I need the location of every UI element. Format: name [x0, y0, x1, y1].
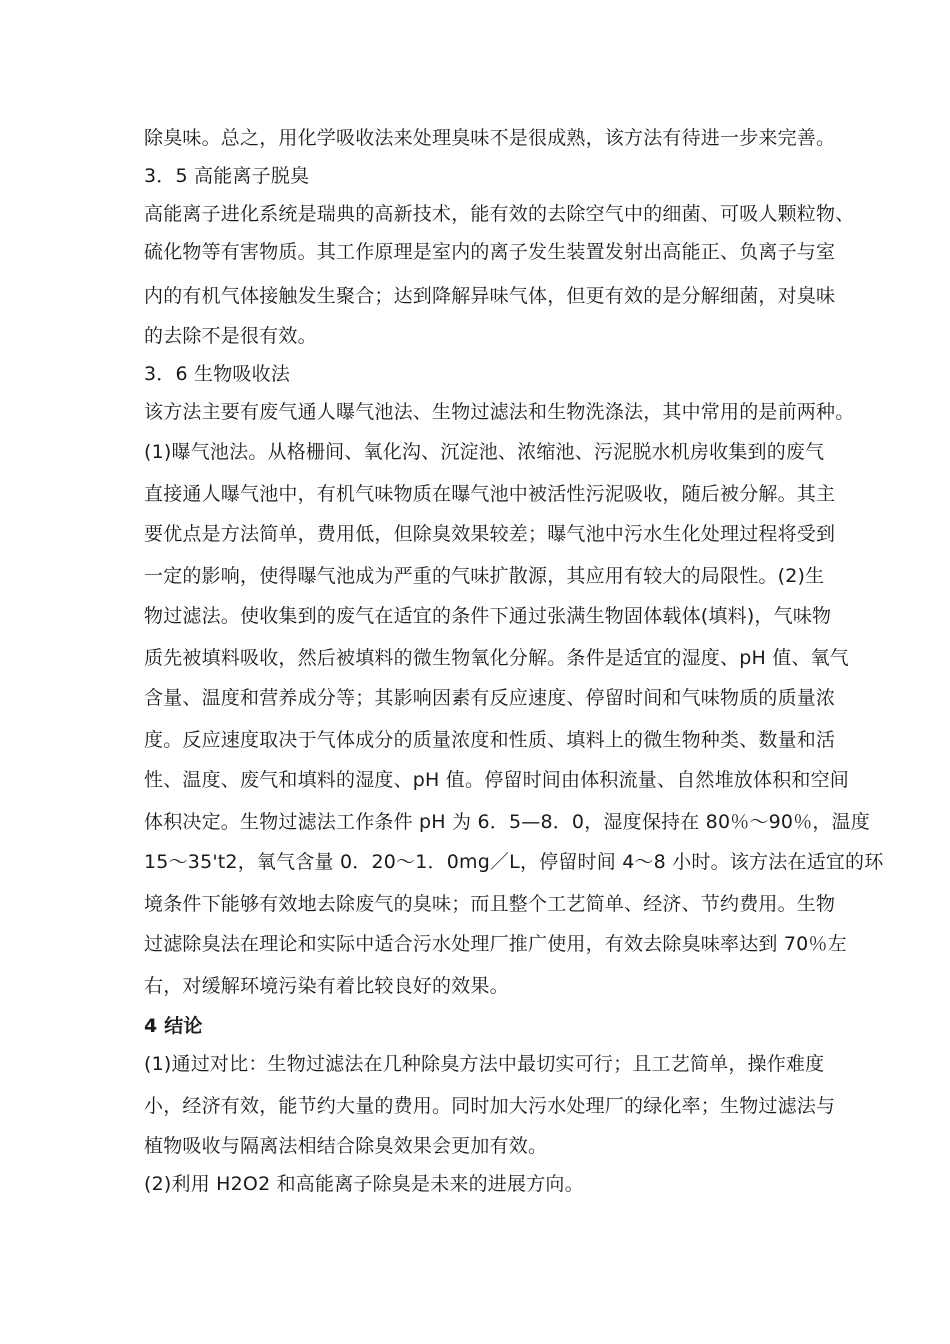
paragraph-line: 除臭味。总之，用化学吸收法来处理臭味不是很成熟，该方法有待进一步来完善。: [144, 127, 836, 149]
section-heading-3-5: 3．5 高能离子脱臭: [144, 165, 310, 187]
paragraph-line: 的去除不是很有效。: [144, 325, 317, 347]
paragraph-line: 物过滤法。使收集到的废气在适宜的条件下通过张满生物固体载体(填料)，气味物: [144, 605, 832, 627]
paragraph-line: (1)通过对比：生物过滤法在几种除臭方法中最切实可行；且工艺简单，操作难度: [144, 1053, 825, 1075]
paragraph-line: 含量、温度和营养成分等；其影响因素有反应速度、停留时间和气味物质的质量浓: [144, 687, 836, 709]
paragraph-line: (2)利用 H2O2 和高能离子除臭是未来的进展方向。: [144, 1173, 584, 1195]
paragraph-line: (1)曝气池法。从格栅间、氧化沟、沉淀池、浓缩池、污泥脱水机房收集到的废气: [144, 441, 825, 463]
paragraph-line: 高能离子进化系统是瑞典的高新技术，能有效的去除空气中的细菌、可吸人颗粒物、: [144, 203, 855, 225]
paragraph-line: 一定的影响，使得曝气池成为严重的气味扩散源，其应用有较大的局限性。(2)生: [144, 565, 825, 587]
paragraph-line: 小，经济有效，能节约大量的费用。同时加大污水处理厂的绿化率；生物过滤法与: [144, 1095, 836, 1117]
paragraph-line: 度。反应速度取决于气体成分的质量浓度和性质、填料上的微生物种类、数量和活: [144, 729, 836, 751]
paragraph-line: 硫化物等有害物质。其工作原理是室内的离子发生装置发射出高能正、负离子与室: [144, 241, 836, 263]
paragraph-line: 植物吸收与隔离法相结合除臭效果会更加有效。: [144, 1135, 548, 1157]
section-heading-4: 4 结论: [144, 1015, 203, 1037]
section-heading-3-6: 3．6 生物吸收法: [144, 363, 291, 385]
paragraph-line: 15～35't2，氧气含量 0．20～1．0mg／L，停留时间 4～8 小时。该方法在适宜的环: [144, 851, 884, 873]
paragraph-line: 过滤除臭法在理论和实际中适合污水处理厂推广使用，有效去除臭味率达到 70％左: [144, 933, 847, 955]
paragraph-line: 内的有机气体接触发生聚合；达到降解异味气体，但更有效的是分解细菌，对臭味: [144, 285, 836, 307]
paragraph-line: 该方法主要有废气通人曝气池法、生物过滤法和生物洗涤法，其中常用的是前两种。: [144, 401, 855, 423]
paragraph-line: 境条件下能够有效地去除废气的臭味；而且整个工艺简单、经济、节约费用。生物: [144, 893, 836, 915]
paragraph-line: 质先被填料吸收，然后被填料的微生物氧化分解。条件是适宜的湿度、pH 值、氧气: [144, 647, 849, 669]
paragraph-line: 直接通人曝气池中，有机气味物质在曝气池中被活性污泥吸收，随后被分解。其主: [144, 483, 836, 505]
paragraph-line: 右，对缓解环境污染有着比较良好的效果。: [144, 975, 509, 997]
paragraph-line: 性、温度、废气和填料的湿度、pH 值。停留时间由体积流量、自然堆放体积和空间: [144, 769, 849, 791]
paragraph-line: 体积决定。生物过滤法工作条件 pH 为 6．5—8．0，湿度保持在 80％～90％，温度: [144, 811, 871, 833]
paragraph-line: 要优点是方法简单，费用低，但除臭效果较差；曝气池中污水生化处理过程将受到: [144, 523, 836, 545]
